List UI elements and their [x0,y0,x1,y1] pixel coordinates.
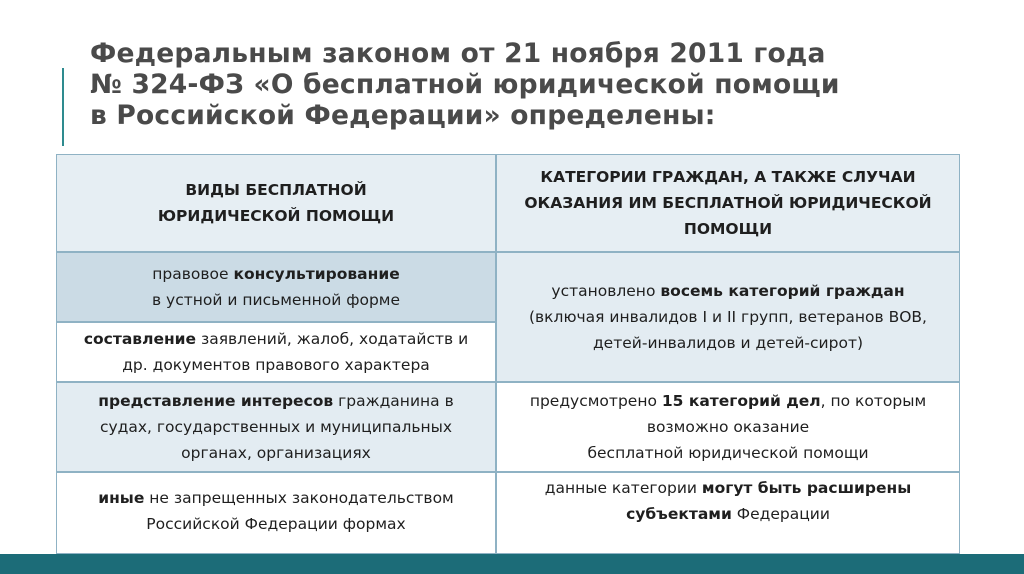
cell-extension-by-subjects [496,472,960,554]
cell-consulting [56,252,496,322]
other-forms-bold: иные [98,489,145,507]
drafting-bold: составление [83,330,197,348]
header-left-line-1: ВИДЫ БЕСПЛАТНОЙ [185,181,367,199]
representation-line-3: органах, организациях [181,444,371,462]
header-right-line-3: ПОМОЩИ [683,220,773,238]
representation-rest: гражданина в [333,392,454,410]
other-forms-line-2: Российской Федерации формах [146,515,406,533]
footer-band [0,554,1024,574]
cell-fifteen-case-categories [496,382,960,472]
header-left-line-2: ЮРИДИЧЕСКОЙ ПОМОЩИ [157,207,395,225]
cell-drafting-documents [56,322,496,382]
fifteen-pre: предусмотрено [529,392,662,410]
legal-aid-table [56,154,960,554]
header-right-line-2: ОКАЗАНИЯ ИМ БЕСПЛАТНОЙ ЮРИДИЧЕСКОЙ [524,194,932,212]
fifteen-rest: , по которым [820,392,927,410]
title-line-2: № 324-ФЗ «О бесплатной юридической помощи [90,69,840,100]
drafting-line-2: др. документов правового характера [122,356,430,374]
title-accent-bar [62,68,64,146]
other-forms-rest: не запрещенных законодательством [144,489,454,507]
extension-bold: могут быть расширены [701,479,912,497]
eight-categories-pre: установлено [551,282,661,300]
consulting-line-2: в устной и письменной форме [151,291,401,309]
extension-bold-2: субъектами [626,505,732,523]
cell-representation [56,382,496,472]
slide-title [90,38,990,131]
drafting-rest: заявлений, жалоб, ходатайств и [196,330,469,348]
fifteen-bold: 15 категорий дел [661,392,821,410]
representation-bold: представление интересов [98,392,334,410]
consulting-pre: правовое [152,265,234,283]
header-right-line-1: КАТЕГОРИИ ГРАЖДАН, А ТАКЖЕ СЛУЧАИ [540,168,916,186]
representation-line-2: судах, государственных и муниципальных [99,418,453,436]
eight-categories-line-3: детей-инвалидов и детей-сирот) [592,334,864,352]
extension-rest-2: Федерации [731,505,830,523]
cell-eight-categories [496,252,960,382]
title-line-1: Федеральным законом от 21 ноября 2011 года [90,38,826,69]
eight-categories-line-2: (включая инвалидов I и II групп, ветеранов ВОВ, [529,308,927,326]
header-types-of-aid [56,154,496,252]
title-line-3: в Российской Федерации» определены: [90,100,716,131]
fifteen-line-3: бесплатной юридической помощи [587,444,869,462]
cell-other-forms [56,472,496,554]
fifteen-line-2: возможно оказание [646,418,810,436]
consulting-bold: консультирование [233,265,400,283]
header-categories [496,154,960,252]
eight-categories-bold: восемь категорий граждан [660,282,905,300]
extension-pre: данные категории [544,479,702,497]
